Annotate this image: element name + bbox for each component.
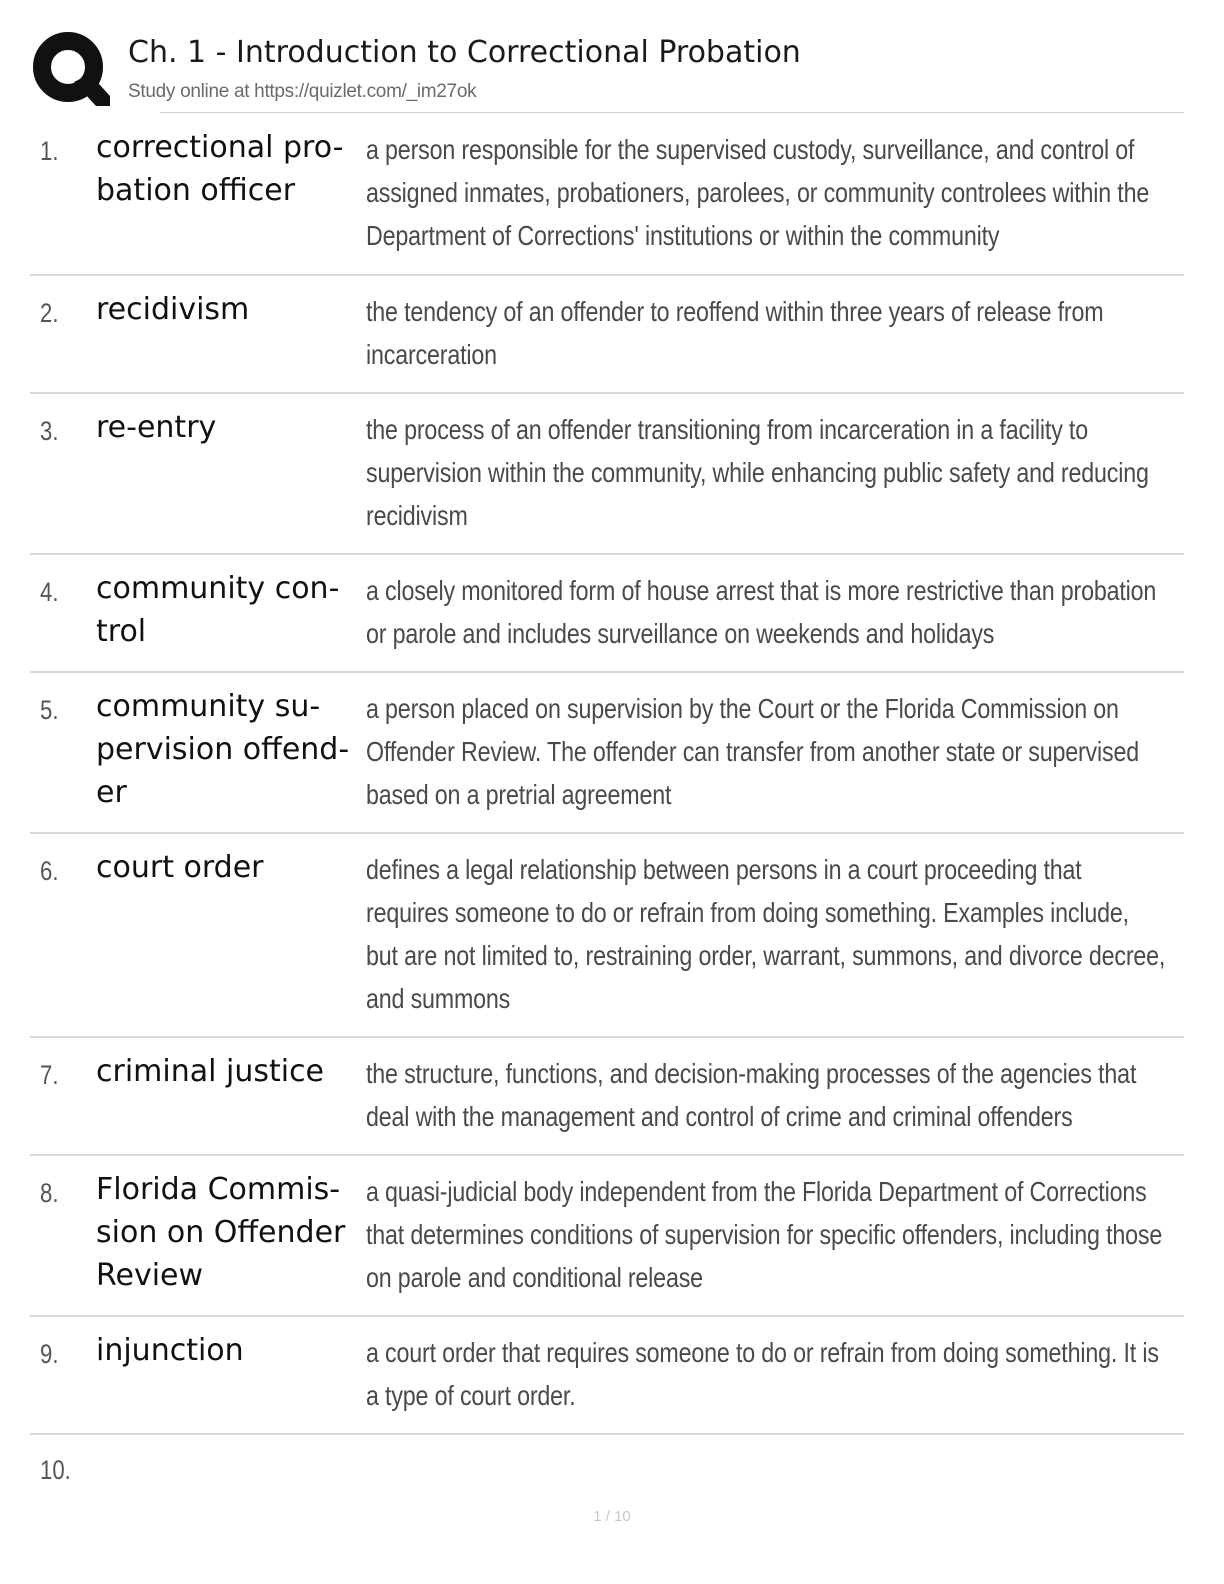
flashcard — [30, 1038, 1184, 1156]
card-definition: a court order that requires someone to do or refrain from doing something. It is a type of court order. — [366, 1337, 1159, 1411]
card-term: criminal justice — [96, 1054, 325, 1089]
card-definition: the structure, functions, and decision-making processes of the agencies that deal with the management and control of crime and criminal offenders — [366, 1058, 1137, 1132]
flashcard-list — [30, 114, 1184, 1435]
card-term: community con- trol — [96, 571, 340, 649]
card-definition: defines a legal relationship between persons in a court proceeding that requires someone to do or refrain from doing something. Examples include, but are not limited to, restraining order, warrant, summons, and divorce decree, and summons — [366, 854, 1166, 1014]
card-definition: a quasi-judicial body independent from the Florida Department of Corrections that determines conditions of supervision for specific offenders, including those on parole and conditional release — [366, 1176, 1163, 1293]
card-number: 7. — [40, 1060, 59, 1090]
card-number: 4. — [40, 577, 59, 607]
card-term: recidivism — [96, 292, 250, 327]
card-number: 6. — [40, 856, 59, 886]
card-definition: the tendency of an offender to reoffend within three years of release from incarceration — [366, 296, 1104, 370]
card-number: 3. — [40, 416, 59, 446]
flashcard — [30, 394, 1184, 555]
page-header — [30, 28, 1184, 114]
card-definition: a closely monitored form of house arrest that is more restrictive than probation or parole and includes surveillance on weekends and holidays — [366, 575, 1157, 649]
card-term: Florida Commis- sion on Offender Review — [96, 1172, 346, 1293]
card-term: re-entry — [96, 410, 217, 445]
quizlet-logo-icon — [30, 30, 110, 110]
card-definition: a person placed on supervision by the Court or the Florida Commission on Offender Review. The offender can transfer from another state or supervised based on a pretrial agreement — [366, 693, 1139, 810]
flashcard — [30, 276, 1184, 394]
card-number: 1. — [40, 136, 59, 166]
card-number: 10. — [40, 1455, 71, 1485]
card-definition: the process of an offender transitioning from incarceration in a facility to supervision within the community, while enhancing public safety and reducing recidivism — [366, 414, 1149, 531]
card-term: community su- pervision offend- er — [96, 689, 350, 810]
card-term: correctional pro- bation officer — [96, 130, 344, 208]
flashcard — [30, 555, 1184, 673]
study-online-link[interactable]: Study online at https://quizlet.com/_im27ok — [128, 81, 477, 102]
page-number: 1 / 10 — [593, 1508, 631, 1525]
card-term: injunction — [96, 1333, 244, 1368]
header-divider — [160, 112, 1184, 113]
flashcard — [30, 114, 1184, 276]
page-title: Ch. 1 - Introduction to Correctional Probation — [128, 35, 801, 70]
flashcard — [30, 834, 1184, 1038]
card-number: 2. — [40, 298, 59, 328]
card-number: 9. — [40, 1339, 59, 1369]
card-definition: a person responsible for the supervised custody, surveillance, and control of assigned inmates, probationers, parolees, or community controlees within the Department of Corrections' institutions or within the community — [366, 134, 1150, 251]
card-number: 8. — [40, 1178, 59, 1208]
flashcard-next — [30, 1449, 78, 1492]
card-term: court order — [96, 850, 264, 885]
flashcard — [30, 1317, 1184, 1435]
flashcard — [30, 1156, 1184, 1317]
flashcard — [30, 673, 1184, 834]
card-number: 5. — [40, 695, 59, 725]
